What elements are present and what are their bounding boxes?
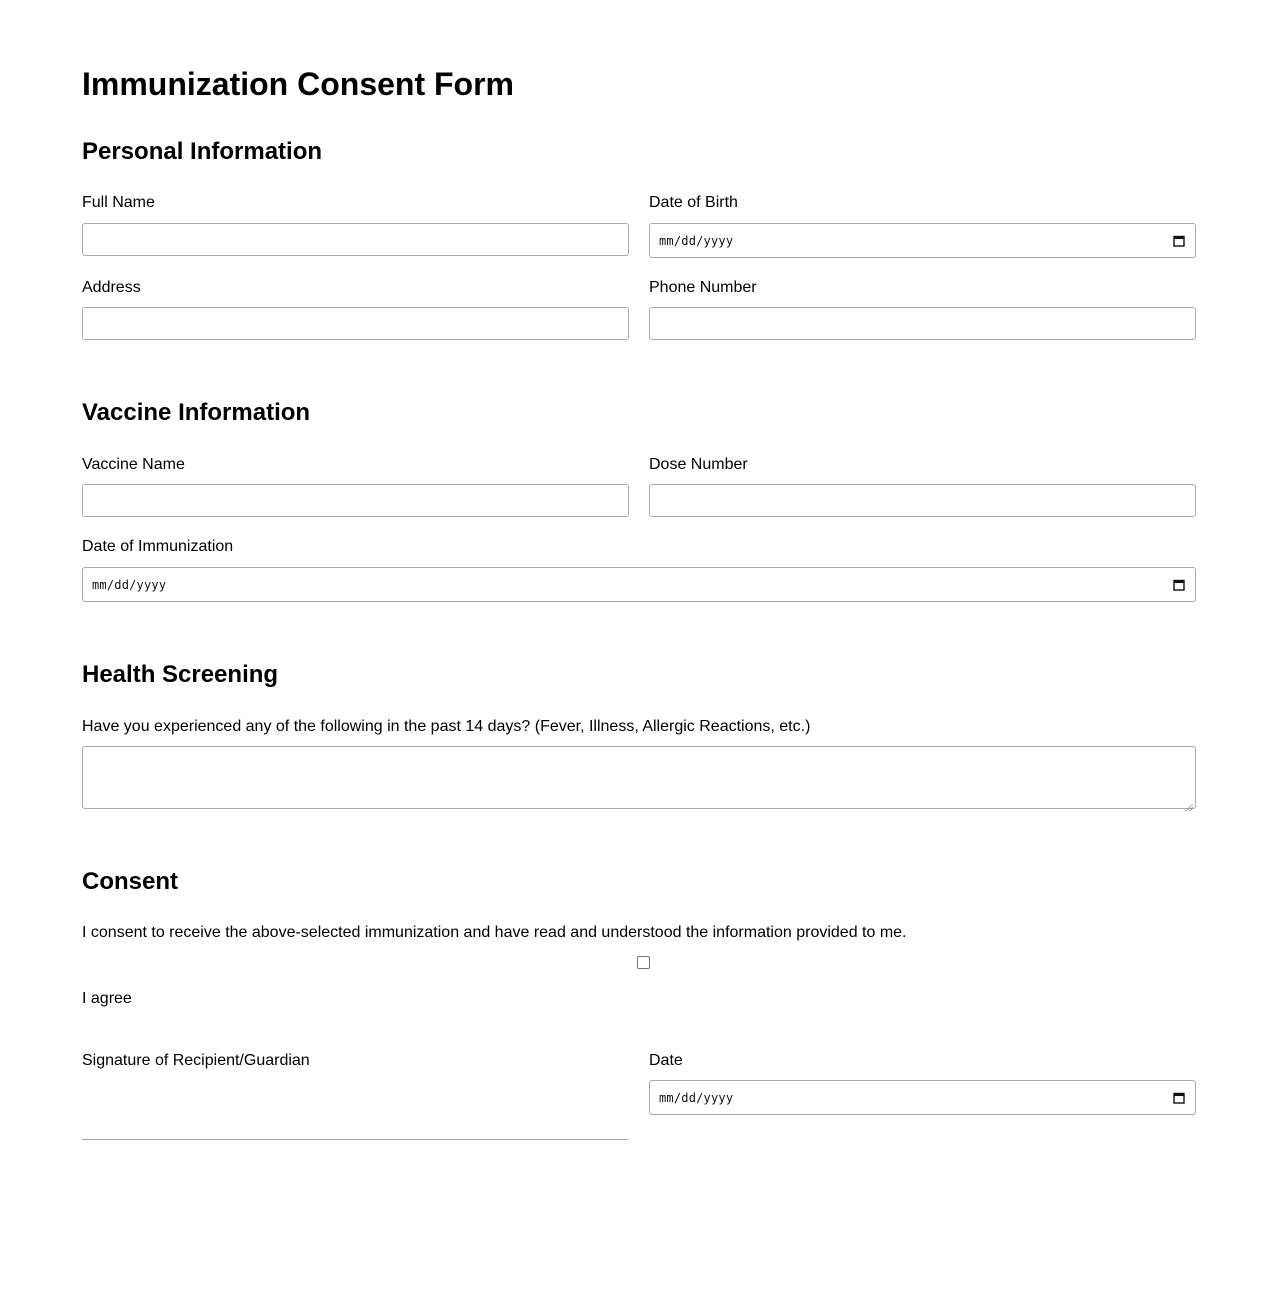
i-agree-label: I agree: [82, 990, 132, 1007]
date-of-birth-placeholder: mm/dd/yyyy: [659, 233, 734, 248]
section-heading-health: Health Screening: [82, 661, 279, 688]
vaccine-name-label: Vaccine Name: [82, 456, 185, 473]
date-of-immunization-label: Date of Immunization: [82, 538, 234, 555]
calendar-icon[interactable]: [1173, 579, 1185, 591]
address-label: Address: [82, 279, 141, 296]
full-name-input[interactable]: [82, 223, 629, 256]
consent-date-placeholder: mm/dd/yyyy: [659, 1090, 734, 1105]
date-of-immunization-placeholder: mm/dd/yyyy: [92, 577, 167, 592]
dose-number-input[interactable]: [649, 484, 1196, 517]
section-heading-vaccine: Vaccine Information: [82, 399, 311, 426]
consent-checkbox[interactable]: [637, 956, 650, 969]
consent-statement: I consent to receive the above-selected immunization and have read and understood the information provided to me.: [82, 924, 907, 941]
date-of-birth-input[interactable]: [649, 223, 1196, 258]
calendar-icon[interactable]: [1173, 1092, 1185, 1104]
phone-number-input[interactable]: [649, 307, 1196, 340]
section-heading-consent: Consent: [82, 868, 178, 895]
section-heading-personal: Personal Information: [82, 138, 323, 165]
resize-handle-icon[interactable]: [1185, 798, 1193, 806]
full-name-label: Full Name: [82, 194, 155, 211]
health-screening-question: Have you experienced any of the following in the past 14 days? (Fever, Illness, Allergic Reactions, etc.): [82, 718, 811, 735]
vaccine-name-input[interactable]: [82, 484, 629, 517]
consent-date-input[interactable]: [649, 1080, 1196, 1115]
address-input[interactable]: [82, 307, 629, 340]
health-screening-textarea[interactable]: [82, 746, 1196, 809]
date-of-immunization-input[interactable]: [82, 567, 1196, 602]
page-title: Immunization Consent Form: [82, 66, 514, 102]
date-of-birth-label: Date of Birth: [649, 194, 738, 211]
consent-date-label: Date: [649, 1052, 683, 1069]
signature-label: Signature of Recipient/Guardian: [82, 1052, 310, 1069]
signature-line[interactable]: [82, 1139, 629, 1140]
phone-number-label: Phone Number: [649, 279, 757, 296]
dose-number-label: Dose Number: [649, 456, 748, 473]
calendar-icon[interactable]: [1173, 235, 1185, 247]
